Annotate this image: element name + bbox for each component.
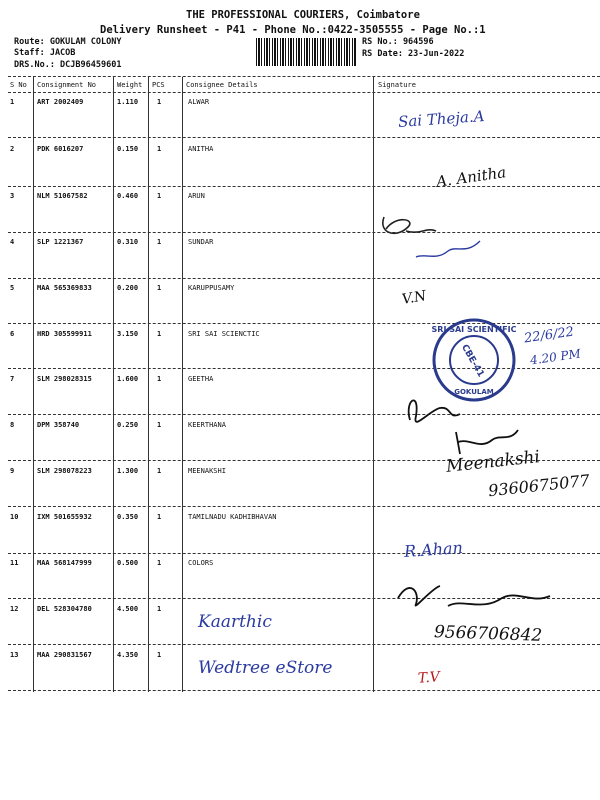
row-weight: 0.150 — [117, 145, 139, 153]
row-weight: 0.350 — [117, 513, 139, 521]
row-pcs: 1 — [157, 605, 162, 613]
row-consignee: SRI SAI SCIENCTIC — [188, 330, 260, 338]
row-sno: 2 — [10, 145, 15, 153]
row-consignee: ANITHA — [188, 145, 214, 153]
row-consignee: COLORS — [188, 559, 214, 567]
signature-10: R.Ahan — [403, 537, 464, 562]
signature-7-8-scribble — [400, 380, 520, 460]
row-weight: 0.250 — [117, 421, 139, 429]
row-consignment: MAA 290831567 — [37, 651, 92, 659]
row-weight: 4.350 — [117, 651, 139, 659]
row-pcs: 1 — [157, 651, 162, 659]
row-sno: 3 — [10, 192, 15, 200]
row-pcs: 1 — [157, 330, 162, 338]
row-sno: 8 — [10, 421, 15, 429]
row-weight: 0.460 — [117, 192, 139, 200]
row-weight: 0.310 — [117, 238, 139, 246]
col-divider — [148, 77, 149, 692]
stamp-bottom-text: GOKULAM — [454, 388, 494, 396]
signature-6-date: 22/6/22 — [523, 324, 575, 347]
row-sno: 1 — [10, 98, 15, 106]
row-pcs: 1 — [157, 421, 162, 429]
runsheet-title: Delivery Runsheet - P41 - Phone No.:0422-3505555 - Page No.:1 — [100, 24, 486, 36]
row-pcs: 1 — [157, 98, 162, 106]
row-pcs: 1 — [157, 238, 162, 246]
row-rule — [8, 186, 600, 187]
signature-1: Sai Theja.A — [397, 107, 486, 131]
signature-6-time: 4.20 PM — [529, 346, 582, 368]
signature-3-4-scribble — [376, 205, 486, 265]
drs-number: DRS.No.: DCJB96459601 — [14, 60, 122, 70]
row-sno: 5 — [10, 284, 15, 292]
row-consignment: IXM 501655932 — [37, 513, 92, 521]
col-sno: S No — [10, 81, 27, 89]
col-consignment: Consignment No — [37, 81, 97, 89]
row-consignment: MAA 565369833 — [37, 284, 92, 292]
company-title: THE PROFESSIONAL COURIERS, Coimbatore — [186, 9, 420, 21]
row-sno: 6 — [10, 330, 15, 338]
row-consignment: SLP 1221367 — [37, 238, 84, 246]
signature-5: V.N — [400, 288, 428, 308]
row-pcs: 1 — [157, 467, 162, 475]
row-sno: 4 — [10, 238, 15, 246]
row-consignee-handwritten: Kaarthic — [198, 612, 272, 632]
row-sno: 11 — [10, 559, 19, 567]
row-consignee: KEERTHANA — [188, 421, 226, 429]
signature-2: A. Anitha — [435, 163, 508, 191]
row-rule — [8, 278, 600, 279]
row-pcs: 1 — [157, 145, 162, 153]
row-consignment: NLM 51067582 — [37, 192, 88, 200]
stamp-ring-text: SRI SAI SCIENTIFIC — [432, 325, 516, 334]
row-sno: 7 — [10, 375, 15, 383]
row-consignment: HRD 305599911 — [37, 330, 92, 338]
row-pcs: 1 — [157, 375, 162, 383]
signature-12-phone: 9566706842 — [433, 622, 543, 646]
row-consignee: TAMILNADU KADHIBHAVAN — [188, 513, 277, 521]
row-consignee: ALWAR — [188, 98, 210, 106]
row-sno: 13 — [10, 651, 19, 659]
row-consignment: SLM 298078223 — [37, 467, 92, 475]
row-consignment: PDK 6016207 — [37, 145, 84, 153]
row-pcs: 1 — [157, 192, 162, 200]
signature-9-name: Meenakshi — [445, 447, 541, 477]
row-rule — [8, 506, 600, 507]
rs-date: RS Date: 23-Jun-2022 — [362, 49, 465, 59]
row-weight: 4.500 — [117, 605, 139, 613]
row-weight: 3.150 — [117, 330, 139, 338]
row-consignee: SUNDAR — [188, 238, 214, 246]
staff-label: Staff: JACOB — [14, 48, 76, 58]
row-rule — [8, 137, 600, 138]
row-consignment: SLM 298028315 — [37, 375, 92, 383]
row-consignee: ARUN — [188, 192, 205, 200]
row-consignment: DEL 528304780 — [37, 605, 92, 613]
row-rule — [8, 232, 600, 233]
row-weight: 0.500 — [117, 559, 139, 567]
col-consignee: Consignee Details — [186, 81, 258, 89]
col-weight: Weight — [117, 81, 143, 89]
header-top-rule — [8, 76, 600, 77]
row-rule — [8, 553, 600, 554]
row-sno: 12 — [10, 605, 19, 613]
row-pcs: 1 — [157, 284, 162, 292]
col-divider — [182, 77, 183, 692]
signature-9-phone: 9360675077 — [487, 470, 591, 501]
row-weight: 1.110 — [117, 98, 139, 106]
row-weight: 0.200 — [117, 284, 139, 292]
row-sno: 10 — [10, 513, 19, 521]
header-bottom-rule — [8, 92, 600, 93]
col-signature: Signature — [378, 81, 416, 89]
route-label: Route: GOKULAM COLONY — [14, 37, 122, 47]
col-pcs: PCS — [152, 81, 165, 89]
row-sno: 9 — [10, 467, 15, 475]
row-consignment: MAA 568147999 — [37, 559, 92, 567]
stamp-center-text: CBE-41 — [458, 342, 486, 380]
row-weight: 1.300 — [117, 467, 139, 475]
row-consignee-handwritten: Wedtree eStore — [198, 658, 333, 678]
rs-number: RS No.: 964596 — [362, 37, 434, 47]
barcode — [256, 38, 356, 66]
row-consignee: GEETHA — [188, 375, 214, 383]
col-divider — [373, 77, 374, 692]
row-consignment: DPM 358740 — [37, 421, 80, 429]
row-pcs: 1 — [157, 513, 162, 521]
row-consignment: ART 2002409 — [37, 98, 84, 106]
row-weight: 1.600 — [117, 375, 139, 383]
col-divider — [113, 77, 114, 692]
col-divider — [33, 77, 34, 692]
row-pcs: 1 — [157, 559, 162, 567]
signature-11-12-scribble — [392, 568, 552, 618]
row-consignee: MEENAKSHI — [188, 467, 226, 475]
row-consignee: KARUPPUSAMY — [188, 284, 235, 292]
row-rule — [8, 690, 600, 691]
signature-13: T.V — [417, 669, 441, 687]
